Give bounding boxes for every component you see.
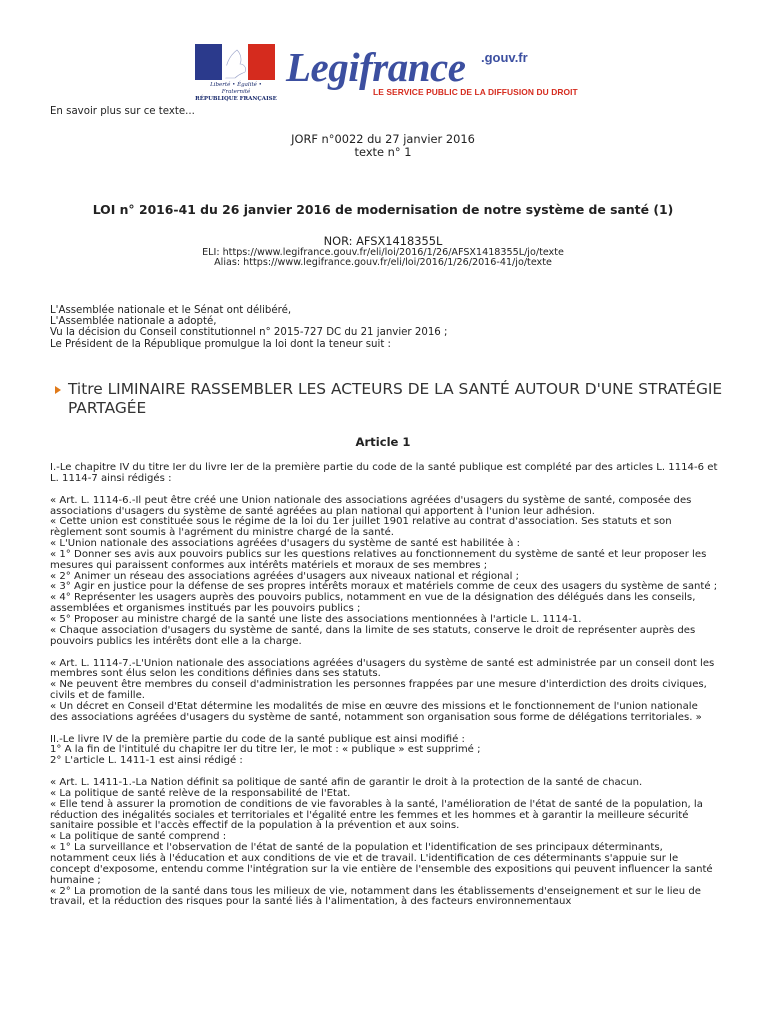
paragraph-gap bbox=[50, 648, 718, 659]
article-paragraph: 1° A la fin de l'intitulé du chapitre Ier du titre Ier, le mot : « publique » est supprimé ; bbox=[50, 744, 481, 756]
republique-francaise-label bbox=[195, 82, 277, 103]
texte-number: texte n° 1 bbox=[354, 145, 412, 160]
article-paragraph: 2° L'article L. 1411-1 est ainsi rédigé : bbox=[50, 755, 243, 767]
article-heading: Article 1 bbox=[355, 435, 411, 449]
brand-tld: .gouv.fr bbox=[481, 50, 528, 65]
article-paragraph: « 2° La promotion de la santé dans tous les milieux de vie, notamment dans les établissements d'enseignement et sur le lieu de travail, et la réduction des risques pour la santé liés à l'alimentation, à des facteurs environnementaux bbox=[50, 885, 701, 908]
article-paragraph: « Art. L. 1411-1.-La Nation définit sa politique de santé afin de garantir le droit à la protection de la santé de chacun. bbox=[50, 777, 643, 789]
article-paragraph: « Elle tend à assurer la promotion de conditions de vie favorables à la santé, l'amélioration de l'état de santé de la population, la réduction des inégalités sociales et territoriales et l'égalité entre les femmes et les hommes et à garantir la meilleure sécurité sanitaire possible et l'accès effectif de la population à la prévention et aux soins. bbox=[50, 798, 703, 832]
article-paragraph: « Chaque association d'usagers du système de santé, dans la limite de ses statuts, conserve le droit de représenter auprès des pouvoirs publics les intérêts dont elle a la charge. bbox=[50, 624, 696, 647]
article-paragraph: « 5° Proposer au ministre chargé de la santé une liste des associations mentionnées à l'article L. 1114-1. bbox=[50, 613, 582, 625]
preamble-line: L'Assemblée nationale a adopté, bbox=[50, 316, 217, 328]
loi-title: LOI n° 2016-41 du 26 janvier 2016 de modernisation de notre système de santé (1) bbox=[92, 202, 674, 217]
article-paragraph: « 4° Représenter les usagers auprès des pouvoirs publics, notamment en vue de la désignation des délégués dans les conseils, assemblées et organismes institués par les pouvoirs publics ; bbox=[50, 592, 696, 615]
preamble bbox=[50, 305, 730, 350]
eli-link[interactable]: ELI: https://www.legifrance.gouv.fr/eli/loi/2016/1/26/AFSX1418355L/jo/texte bbox=[202, 247, 564, 258]
article-body bbox=[50, 463, 718, 908]
article-paragraph: II.-Le livre IV de la première partie du code de la santé publique est ainsi modifié : bbox=[50, 733, 465, 745]
article-paragraph: « Cette union est constituée sous le régime de la loi du 1er juillet 1901 relative au contrat d'association. Ses statuts et son règlement sont soumis à l'agrément du ministre chargé de la santé. bbox=[50, 516, 672, 539]
eli-block bbox=[50, 248, 716, 268]
preamble-line: Vu la décision du Conseil constitutionnel n° 2015-727 DC du 21 janvier 2016 ; bbox=[50, 327, 448, 339]
jorf-reference bbox=[50, 133, 716, 160]
legifrance-logo[interactable] bbox=[195, 44, 595, 100]
article-paragraph: I.-Le chapitre IV du titre Ier du livre Ier de la première partie du code de la santé publique est complété par des articles L. 1114-6 et L. 1114-7 ainsi rédigés : bbox=[50, 462, 718, 484]
marianne-flag-icon bbox=[195, 44, 275, 80]
article-paragraph: « Ne peuvent être membres du conseil d'administration les personnes frappées par une mesure d'interdiction des droits civiques, civils et de famille. bbox=[50, 679, 707, 702]
article-paragraph: « L'Union nationale des associations agréées d'usagers du système de santé est habilitée à : bbox=[50, 538, 521, 550]
article-paragraph: « La politique de santé comprend : bbox=[50, 831, 227, 843]
republique-motto: Liberté • Égalité • Fraternité bbox=[210, 82, 262, 95]
article-paragraph: « Art. L. 1114-6.-Il peut être créé une Union nationale des associations agréées d'usagers du système de santé, composée des associations d'usagers du système de santé agréées au plan national qui apportent à l'union leur adhésion. bbox=[50, 494, 692, 517]
paragraph-gap bbox=[50, 724, 718, 735]
triangle-right-icon bbox=[55, 386, 61, 394]
article-paragraph: « La politique de santé relève de la responsabilité de l'Etat. bbox=[50, 787, 351, 799]
brand-name: Legifrance bbox=[286, 44, 466, 90]
nor-code: NOR: AFSX1418355L bbox=[323, 234, 443, 248]
article-paragraph: « Un décret en Conseil d'Etat détermine les modalités de mise en œuvre des missions et le fonctionnement de l'union nationale des associations agréées d'usagers du système de santé, notamment son organisation sous forme de délégations territoriales. » bbox=[50, 700, 702, 723]
article-paragraph: « Art. L. 1114-7.-L'Union nationale des associations agréées d'usagers du système de santé est administrée par un conseil dont les membres sont élus selon les conditions définies dans ses statuts. bbox=[50, 657, 715, 680]
republique-name: RÉPUBLIQUE FRANÇAISE bbox=[195, 96, 277, 102]
brand-tagline: LE SERVICE PUBLIC DE LA DIFFUSION DU DROIT bbox=[373, 87, 578, 97]
alias-link[interactable]: Alias: https://www.legifrance.gouv.fr/eli/loi/2016/1/26/2016-41/jo/texte bbox=[214, 257, 552, 269]
article-paragraph: « 1° Donner ses avis aux pouvoirs publics sur les questions relatives au fonctionnement du système de santé et leur proposer les mesures qui paraissent conformes aux intérêts matériels et moraux de ses membres ; bbox=[50, 548, 707, 571]
titre-heading[interactable] bbox=[50, 380, 730, 417]
preamble-line: Le Président de la République promulgue la loi dont la teneur suit : bbox=[50, 338, 391, 350]
jorf-number: JORF n°0022 du 27 janvier 2016 bbox=[291, 132, 475, 146]
article-paragraph: « 2° Animer un réseau des associations agréées d'usagers aux niveaux national et régional ; bbox=[50, 570, 520, 582]
savoir-plus-link[interactable]: En savoir plus sur ce texte... bbox=[50, 106, 195, 117]
article-paragraph: « 1° La surveillance et l'observation de l'état de santé de la population et l'identification de ses principaux déterminants, notamment ceux liés à l'éducation et aux conditions de vie et de travail. L'identification de ces déterminants s'appuie sur le concept d'exposome, entendu comme l'intégration sur la vie entière de l'ensemble des expositions qui peuvent influencer la santé humaine ; bbox=[50, 842, 713, 886]
article-paragraph: « 3° Agir en justice pour la défense de ses propres intérêts moraux et matériels comme de ceux des usagers du système de santé ; bbox=[50, 581, 718, 593]
titre-text: Titre LIMINAIRE RASSEMBLER LES ACTEURS DE LA SANTÉ AUTOUR D'UNE STRATÉGIE PARTAGÉE bbox=[68, 380, 723, 417]
preamble-line: L'Assemblée nationale et le Sénat ont délibéré, bbox=[50, 305, 292, 316]
